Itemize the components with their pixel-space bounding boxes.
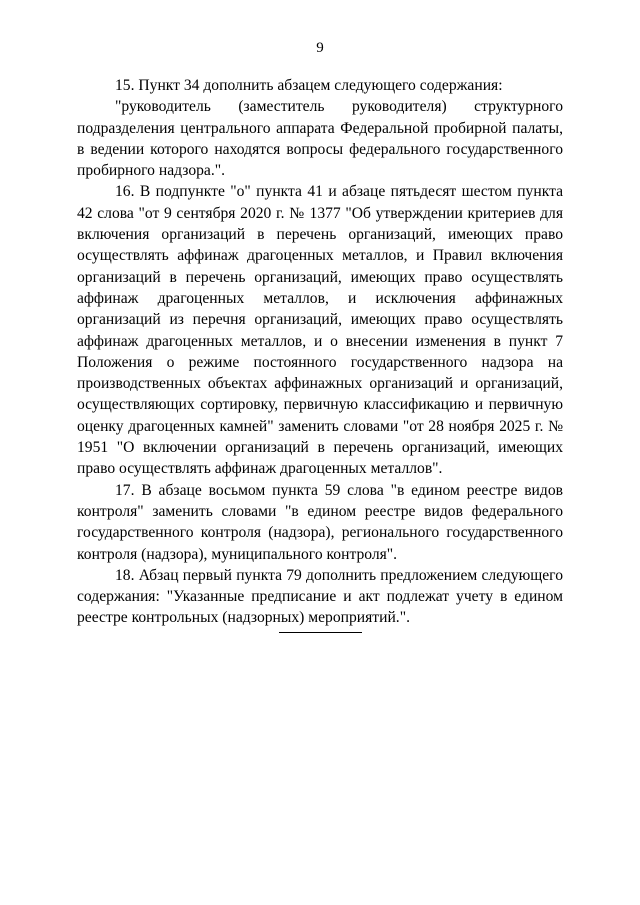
- paragraph-item-17: 17. В абзаце восьмом пункта 59 слова "в едином реестре видов контроля" заменить словами "в едином реестре видов федерального государственного контроля (надзора), регионального государственного контроля (надзора), муниципального контроля".: [77, 481, 563, 563]
- paragraph-item-15: 15. Пункт 34 дополнить абзацем следующего содержания:: [115, 77, 503, 94]
- end-divider-line: [279, 632, 362, 633]
- paragraph-item-16: 16. В подпункте "о" пункта 41 и абзаце пятьдесят шестом пункта 42 слова "от 9 сентября 2020 г. № 1377 "Об утверждении критериев для включения организаций в перечень организаций, имеющих право осуществлять аффинаж драгоценных металлов, и Правил включения организаций в перечень организаций, имеющих право осуществлять аффинаж драгоценных металлов, и исключения аффинажных организаций из перечня организаций, имеющих право осуществлять аффинаж драгоценных металлов, и о внесении изменения в пункт 7 Положения о режиме постоянного государственного надзора на производственных объектах аффинажных организаций и организаций, осуществляющих сортировку, первичную классификацию и первичную оценку драгоценных камней" заменить словами "от 28 ноября 2025 г. № 1951 "О включении организаций в перечень организаций, имеющих право осуществлять аффинаж драгоценных металлов".: [77, 183, 563, 478]
- paragraph-item-15-quote: "руководитель (заместитель руководителя) структурного подразделения центрального аппарата Федеральной пробирной палаты, в ведении которого находятся вопросы федерального государственного пробирного надзора.".: [77, 98, 563, 180]
- document-body: [77, 75, 563, 629]
- page-number: 9: [316, 40, 324, 56]
- paragraph-item-18: 18. Абзац первый пункта 79 дополнить предложением следующего содержания: "Указанные предписание и акт подлежат учету в едином реестре контрольных (надзорных) мероприятий.".: [77, 566, 563, 627]
